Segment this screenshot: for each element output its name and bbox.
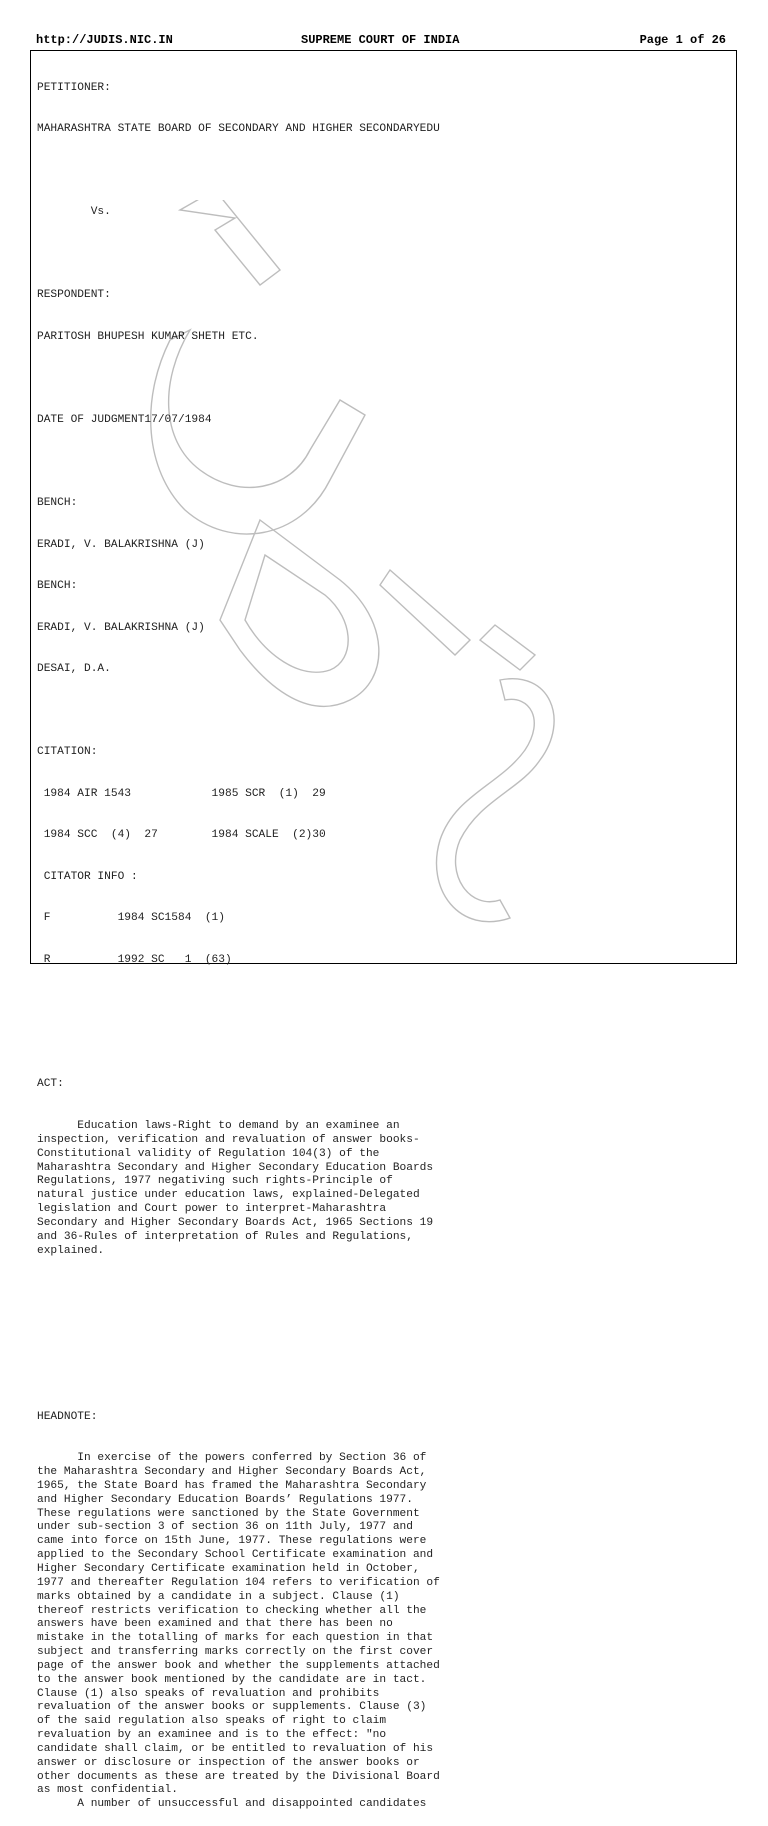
page-number: Page 1 of 26 xyxy=(639,33,726,47)
act-label: ACT: xyxy=(37,1078,64,1091)
act-paragraph: Education laws-Right to demand by an examinee an inspection, verification and revaluation of answer books- Constitutional validity of Regulation 104(3) of the Maharashtra Secondary and Higher Secondary Education Boards Regulations, 1977 negativing such rights-Principle of natural justice under education laws, explained-Delegated legislation and Court power to interpret-Maharashtra Secondary and Higher Secondary Boards Act, 1965 Sections 19 and 36-Rules of interpretation of Rules and Regulations, explained. xyxy=(37,1119,434,1257)
headnote-paragraph: In exercise of the powers conferred by Section 36 of the Maharashtra Secondary and Higher Secondary Boards Act, 1965, the State Board has framed the Maharashtra Secondary and Higher Secondary Education Boards’ Regulations 1977. These regulations were sanctioned by the State Government under sub-section 3 of section 36 on 11th July, 1977 and came into force on 15th June, 1977. These regulations were applied to the Secondary School Certificate examination and Higher Secondary Certificate examination held in October, 1977 and thereafter Regulation 104 refers to verification of marks obtained by a candidate in a subject. Clause (1) thereof restricts verification to checking whether all the answers have been examined and that there has been no mistake in the totalling of marks for each question in that subject and transferring marks correctly on the first cover page of the answer book and whether the supplements attached to the answer book mentioned by the candidate are in tact. Clause (1) also speaks of revaluation and prohibits revaluation of the answer books or supplements. Clause (3) of the said regulation also speaks of right to claim revaluation by an examinee and is to the effect: "no candidate shall claim, or be entitled to revaluation of his answer or disclosure or inspection of the answer books or other documents as these are treated by the Divisional Board as most confidential. A number of unsuccessful and disappointed candidates xyxy=(37,1452,440,1811)
versus-text: Vs. xyxy=(37,206,111,219)
citation-line: CITATOR INFO : xyxy=(37,870,138,883)
source-url[interactable]: http://JUDIS.NIC.IN xyxy=(36,33,173,47)
citation-line: F 1984 SC1584 (1) xyxy=(37,912,225,925)
bench-label: BENCH: xyxy=(37,580,78,593)
petitioner-label: PETITIONER: xyxy=(37,81,111,94)
page-header xyxy=(36,33,726,49)
bench-label: BENCH: xyxy=(37,497,78,509)
bench-judge: ERADI, V. BALAKRISHNA (J) xyxy=(37,538,205,551)
headnote-label: HEADNOTE: xyxy=(37,1410,98,1423)
citation-label: CITATION: xyxy=(37,746,98,759)
respondent-name: PARITOSH BHUPESH KUMAR SHETH ETC. xyxy=(37,330,259,343)
citation-line: R 1992 SC 1 (63) xyxy=(37,953,232,966)
judgment-date: DATE OF JUDGMENT17/07/1984 xyxy=(37,413,212,426)
bench-judge: DESAI, D.A. xyxy=(37,663,111,676)
petitioner-name: MAHARASHTRA STATE BOARD OF SECONDARY AND HIGHER SECONDARYEDU xyxy=(37,123,440,136)
citation-line: 1984 SCC (4) 27 1984 SCALE (2)30 xyxy=(37,829,326,842)
respondent-label: RESPONDENT: xyxy=(37,289,111,302)
court-name: SUPREME COURT OF INDIA xyxy=(301,33,460,47)
bench-judge: ERADI, V. BALAKRISHNA (J) xyxy=(37,621,205,634)
judgment-text xyxy=(37,54,497,1826)
citation-line: 1984 AIR 1543 1985 SCR (1) 29 xyxy=(37,787,326,800)
